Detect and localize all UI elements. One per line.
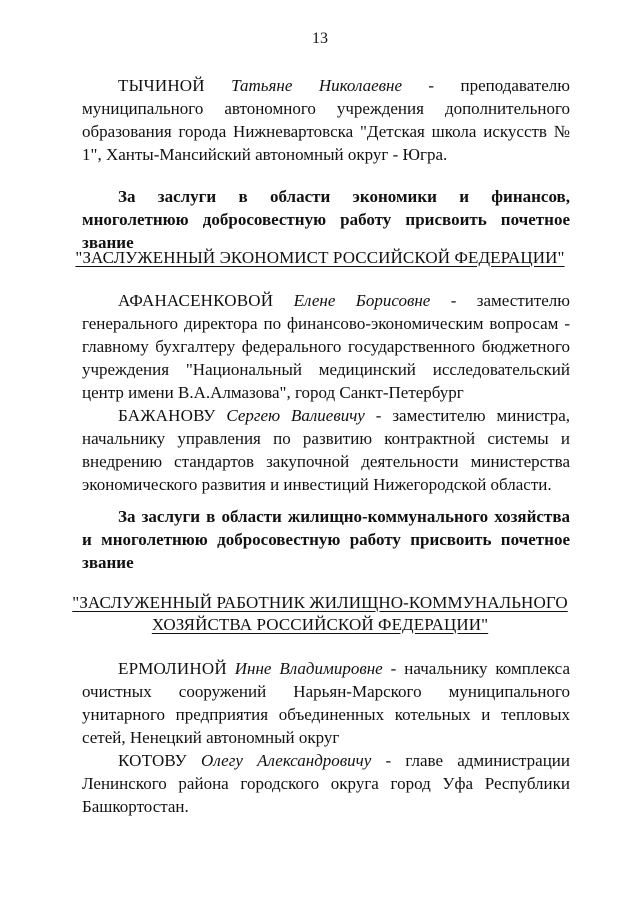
honorary-title-housing-line-2 <box>0 613 640 636</box>
award-heading-text: За заслуги в области жилищно-коммунального хозяйства и многолетнюю добросовестную работу присвоить почетное звание <box>82 507 570 572</box>
awardee-paragraph <box>82 404 570 496</box>
awardee-description: - заместителю министра, начальнику управления по развитию контрактной системы и внедрению стандартов закупочной деятельности министерства экономического развития и инвестиций Нижегородской области. <box>82 406 570 494</box>
awardee-surname: АФАНАСЕНКОВОЙ <box>118 291 274 310</box>
awardee-surname: БАЖАНОВУ <box>118 406 216 425</box>
awardee-given-name: Елене Борисовне <box>293 291 431 310</box>
awardee-paragraph <box>82 74 570 166</box>
awardee-description: - преподавателю муниципального автономного учреждения дополнительного образования города Нижневартовска "Детская школа искусств № 1", Ханты-Мансийский автономный округ - Югра. <box>82 76 570 164</box>
page-number: 13 <box>312 30 328 47</box>
awardee-given-name: Сергею Валиевичу <box>226 406 365 425</box>
awardee-description: - начальнику комплекса очистных сооружений Нарьян-Марского муниципального унитарного предприятия объединенных котельных и тепловых сетей, Ненецкий автономный округ <box>82 659 570 747</box>
honorary-title-economist <box>0 246 640 269</box>
honorary-title-line: ХОЗЯЙСТВА РОССИЙСКОЙ ФЕДЕРАЦИИ" <box>151 615 489 634</box>
awardee-given-name: Инне Владимировне <box>234 659 383 678</box>
awardee-paragraph <box>82 289 570 404</box>
awardee-list-2 <box>82 289 570 496</box>
award-heading-housing <box>82 505 570 574</box>
awardee-paragraph <box>82 749 570 818</box>
honorary-title-line: "ЗАСЛУЖЕННЫЙ ЭКОНОМИСТ РОССИЙСКОЙ ФЕДЕРАЦИИ" <box>75 248 565 267</box>
awardee-list-1 <box>82 74 570 166</box>
awardee-surname: ТЫЧИНОЙ <box>118 76 205 95</box>
award-heading-economist <box>82 185 570 254</box>
awardee-given-name: Татьяне Николаевне <box>231 76 402 95</box>
awardee-given-name: Олегу Александровичу <box>201 751 372 770</box>
awardee-description: - заместителю генерального директора по финансово-экономическим вопросам - главному бухгалтеру федерального государственного бюджетного учреждения "Национальный медицинский исследовательский центр имени В.А.Алмазова", город Санкт-Петербург <box>82 291 570 402</box>
awardee-description: - главе администрации Ленинского района городского округа город Уфа Республики Башкортостан. <box>82 751 571 816</box>
honorary-title-line: "ЗАСЛУЖЕННЫЙ РАБОТНИК ЖИЛИЩНО-КОММУНАЛЬНОГО <box>72 593 568 612</box>
honorary-title-housing-line-1 <box>0 591 640 614</box>
awardee-list-3 <box>82 657 570 818</box>
awardee-paragraph <box>82 657 570 749</box>
award-heading-text: За заслуги в области экономики и финансов, многолетнюю добросовестную работу присвоить почетное звание <box>82 187 570 252</box>
awardee-surname: КОТОВУ <box>118 751 187 770</box>
awardee-surname: ЕРМОЛИНОЙ <box>118 659 227 678</box>
